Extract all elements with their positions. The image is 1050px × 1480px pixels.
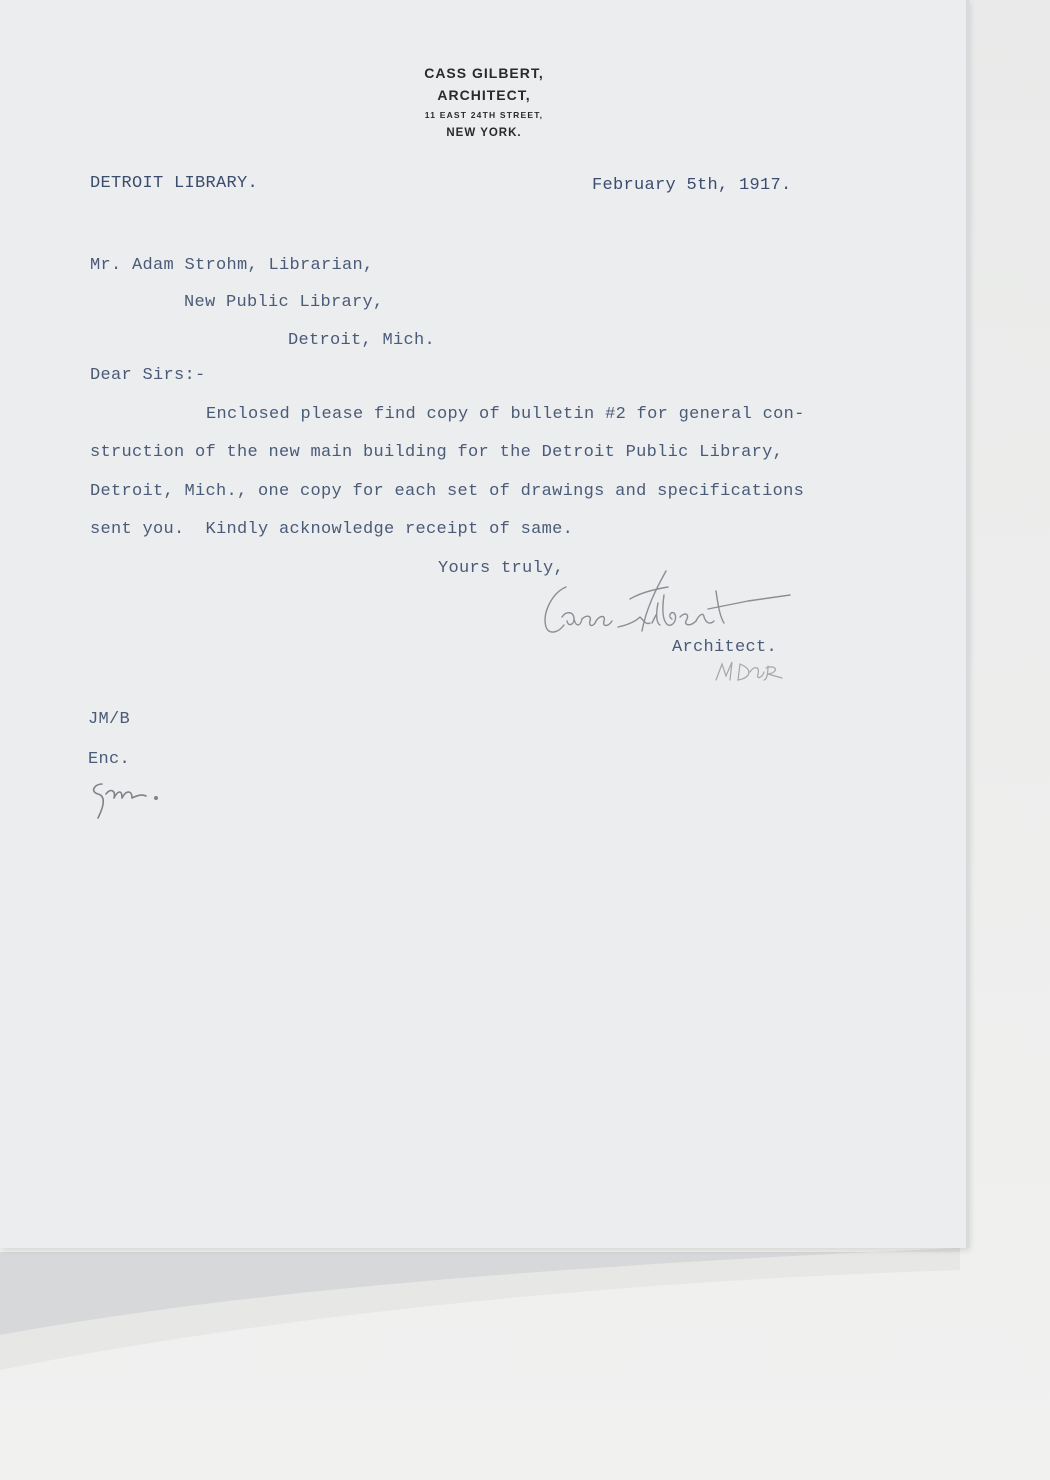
page-edge xyxy=(966,0,969,1248)
signer-title: Architect. xyxy=(672,638,778,657)
recipient-line-1: Mr. Adam Strohm, Librarian, xyxy=(90,256,374,275)
closing: Yours truly, xyxy=(438,559,565,578)
page-shadow xyxy=(0,1240,1050,1480)
letterhead-name: CASS GILBERT, xyxy=(424,65,544,81)
letterhead-title: ARCHITECT, xyxy=(437,87,531,103)
body-line-1: Enclosed please find copy of bulletin #2 for general con- xyxy=(206,405,805,424)
recipient-line-2: New Public Library, xyxy=(184,293,384,312)
body-line-2: struction of the new main building for the Detroit Public Library, xyxy=(90,443,784,462)
pencil-margin-note xyxy=(84,776,168,826)
letterhead-street: 11 EAST 24TH STREET, xyxy=(424,110,544,120)
recipient-line-3: Detroit, Mich. xyxy=(288,331,436,350)
body-line-4: sent you. Kindly acknowledge receipt of same. xyxy=(90,520,574,539)
body-line-3: Detroit, Mich., one copy for each set of drawings and specifications xyxy=(90,482,805,501)
letter-date: February 5th, 1917. xyxy=(592,176,792,195)
subject-line: DETROIT LIBRARY. xyxy=(90,174,259,193)
letterhead-city: NEW YORK. xyxy=(446,127,522,139)
letterhead xyxy=(370,62,598,142)
salutation: Dear Sirs:- xyxy=(90,366,206,385)
typist-initials: JM/B xyxy=(88,710,131,729)
enclosure-note: Enc. xyxy=(88,750,131,769)
pencil-initials-mdr xyxy=(710,658,810,688)
